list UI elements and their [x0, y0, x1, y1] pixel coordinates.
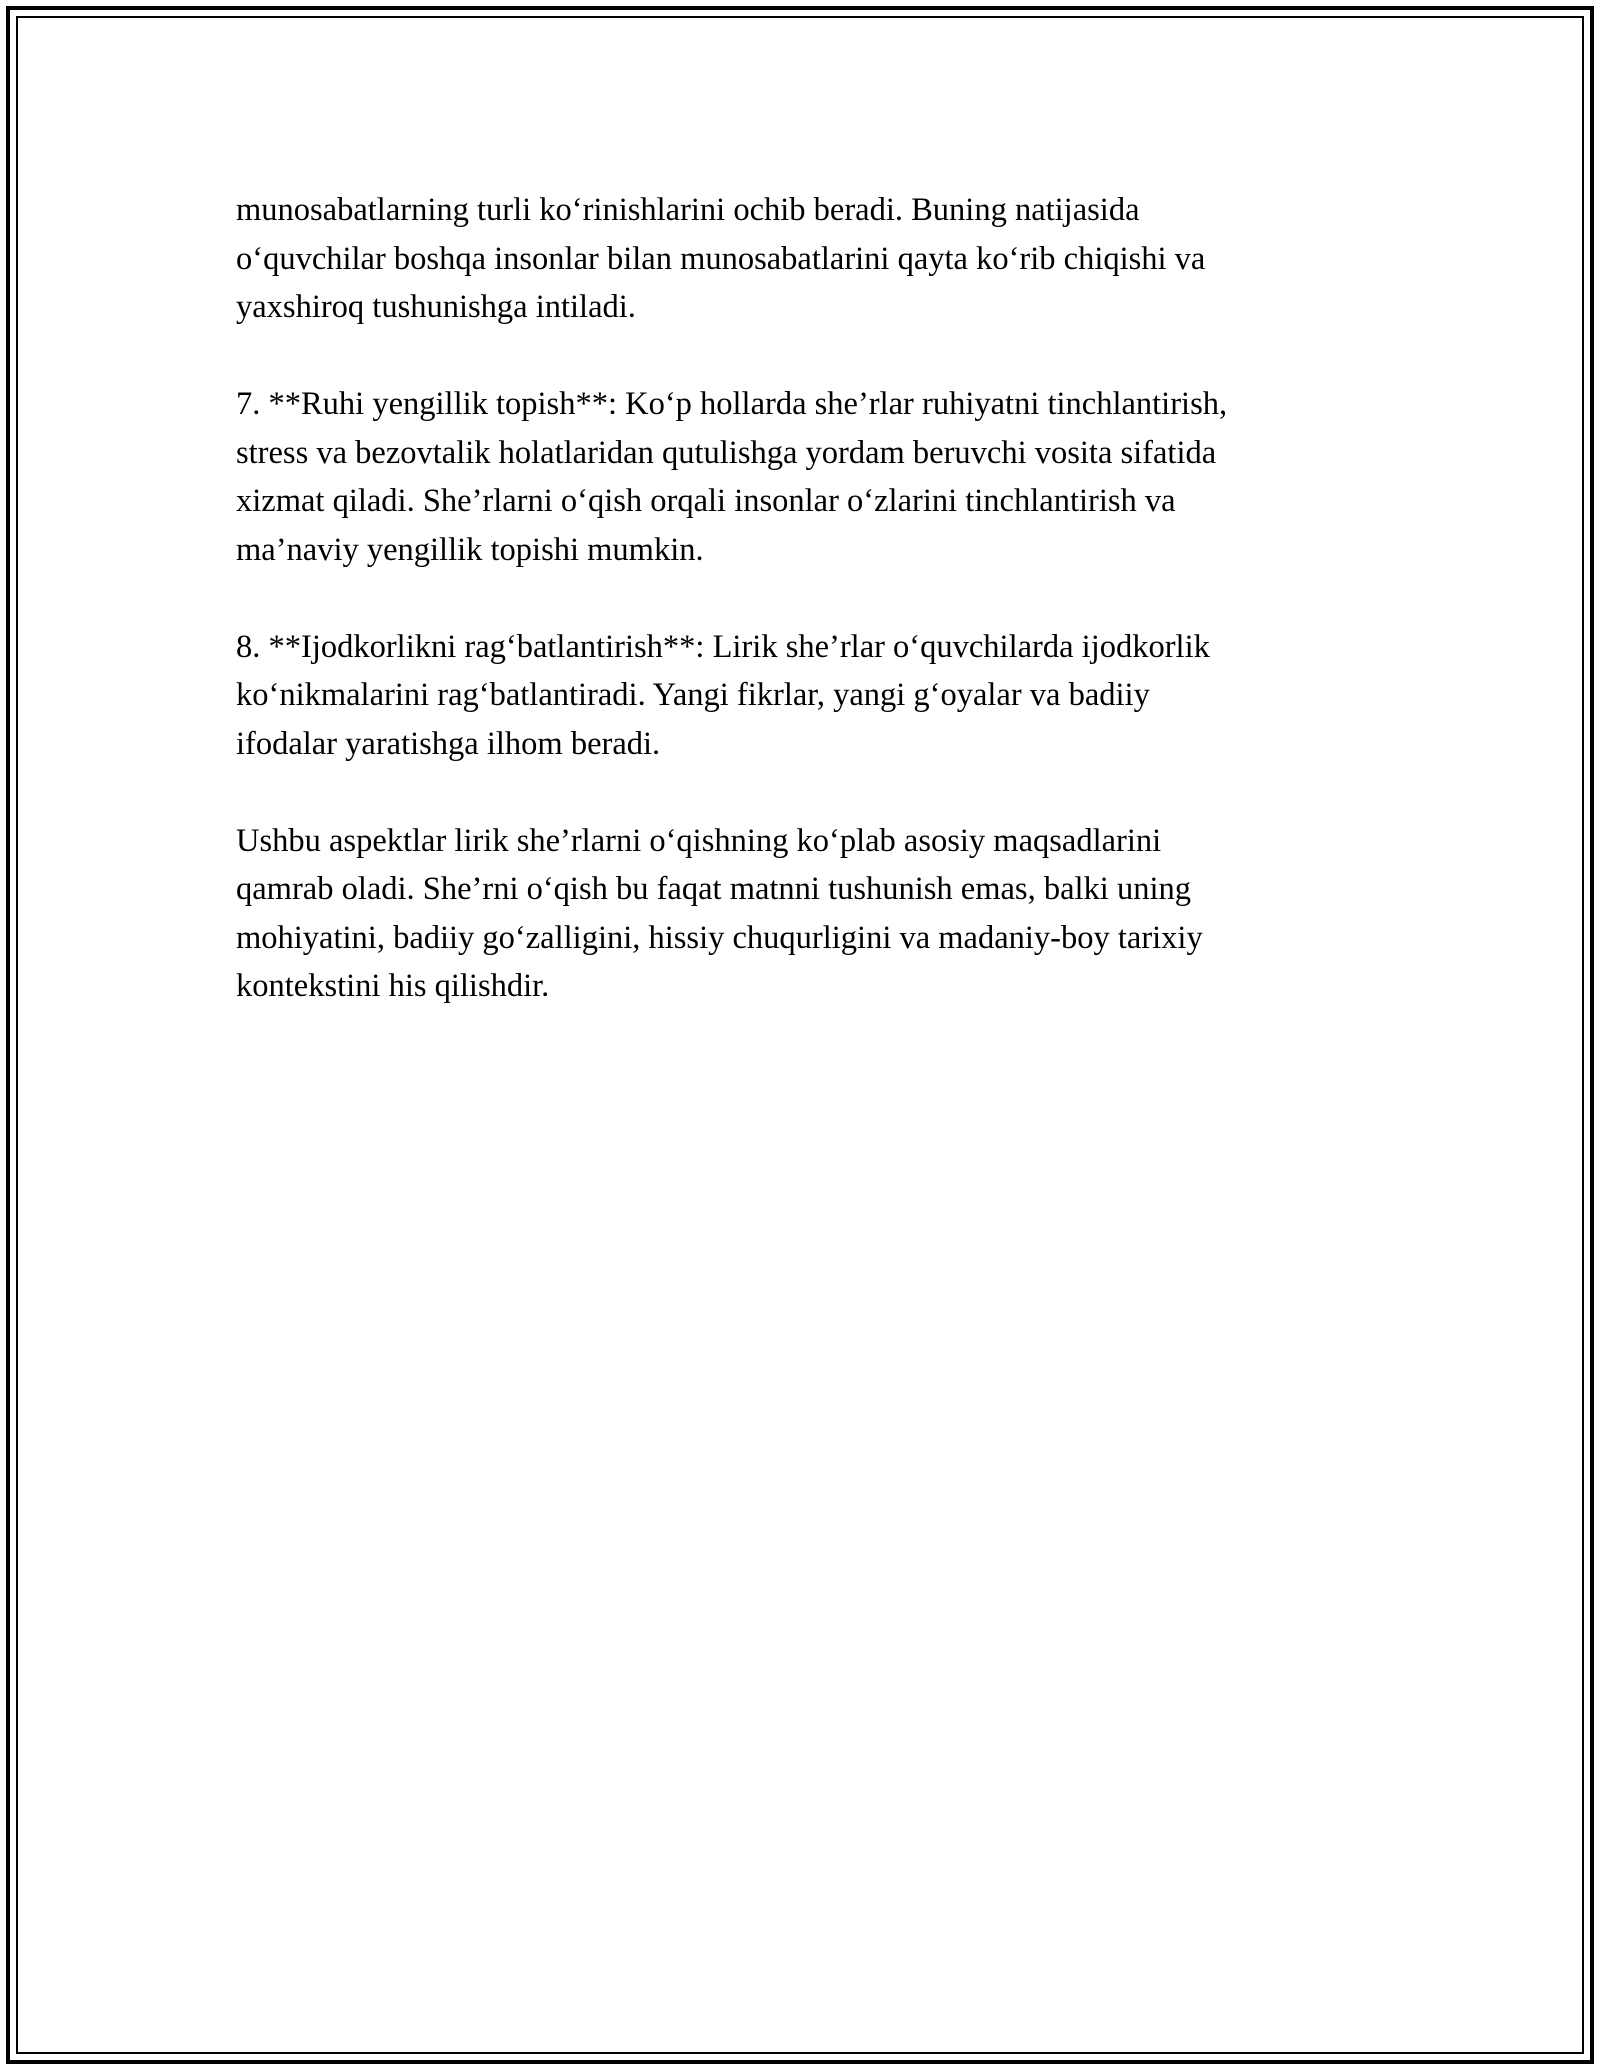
text-line: ko‘nikmalarini rag‘batlantiradi. Yangi fikrlar, yangi g‘oyalar va badiiy	[236, 677, 1150, 713]
text-line: qamrab oladi. She’rni o‘qish bu faqat matnni tushunish emas, balki uning	[236, 871, 1191, 907]
text-line: Ushbu aspektlar lirik she’rlarni o‘qishning ko‘plab asosiy maqsadlarini	[236, 822, 1162, 859]
text-line: mohiyatini, badiiy go‘zalligini, hissiy chuqurligini va madaniy-boy tarixiy	[236, 919, 1203, 956]
text-line: 7. **Ruhi yengillik topish**: Ko‘p hollarda she’rlar ruhiyatni tinchlantirish,	[236, 386, 1228, 422]
text-line: stress va bezovtalik holatlaridan qutulishga yordam beruvchi vosita sifatida	[236, 434, 1217, 471]
text-line: kontekstini his qilishdir.	[236, 968, 550, 1004]
document-body	[236, 186, 1376, 1059]
text-line: ifodalar yaratishga ilhom beradi.	[236, 725, 661, 762]
paragraph-item-7	[236, 380, 1376, 574]
text-line: munosabatlarning turli ko‘rinishlarini ochib beradi. Buning natijasida	[236, 192, 1140, 228]
text-line: 8. **Ijodkorlikni rag‘batlantirish**: Lirik she’rlar o‘quvchilarda ijodkorlik	[236, 628, 1210, 665]
paragraph-conclusion	[236, 817, 1376, 1011]
text-line: o‘quvchilar boshqa insonlar bilan munosabatlarini qayta ko‘rib chiqishi va	[236, 240, 1206, 277]
text-line: ma’naviy yengillik topishi mumkin.	[236, 531, 704, 568]
text-line: xizmat qiladi. She’rlarni o‘qish orqali insonlar o‘zlarini tinchlantirish va	[236, 483, 1176, 519]
paragraph-relationships	[236, 186, 1376, 332]
text-line: yaxshiroq tushunishga intiladi.	[236, 289, 636, 325]
paragraph-item-8	[236, 623, 1376, 769]
